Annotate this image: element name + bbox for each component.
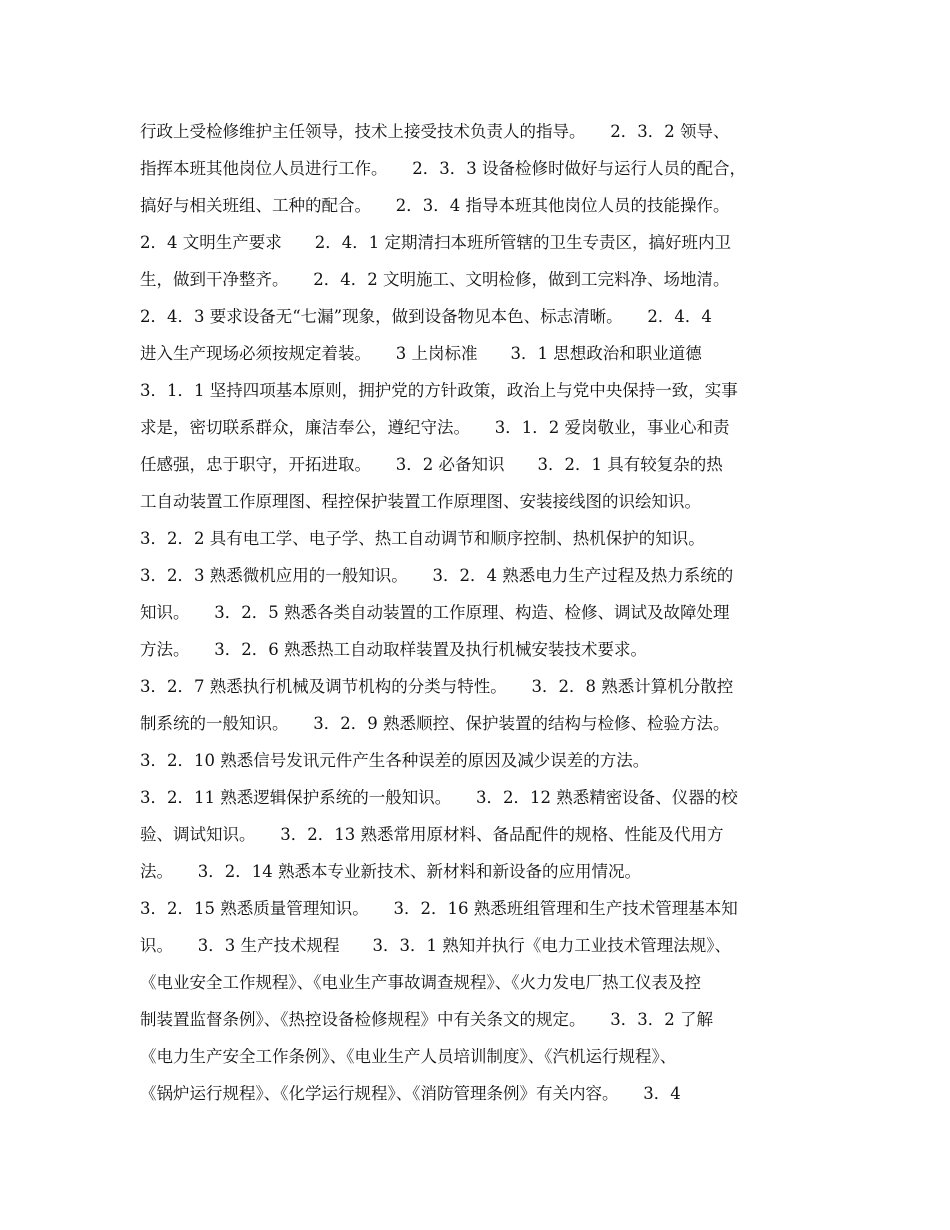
- text-line: 制装置监督条例》、《热控设备检修规程》中有关条文的规定。 3．3．2 了解: [140, 1010, 713, 1029]
- text-line: 工自动装置工作原理图、程控保护装置工作原理图、安装接线图的识绘知识。: [140, 492, 701, 511]
- text-line: 生，做到干净整齐。 2．4．2 文明施工、文明检修，做到工完料净、场地清。: [140, 270, 730, 289]
- text-line: 任感强，忠于职守，开拓进取。 3．2 必备知识 3．2．1 具有较复杂的热: [140, 455, 723, 474]
- text-line: 3．2．11 熟悉逻辑保护系统的一般知识。 3．2．12 熟悉精密设备、仪器的校: [140, 788, 738, 807]
- text-line: 《电力生产安全工作条例》、《电业生产人员培训制度》、《汽机运行规程》、: [140, 1047, 677, 1066]
- text-line: 求是，密切联系群众，廉洁奉公，遵纪守法。 3．1．2 爱岗敬业，事业心和责: [140, 418, 730, 437]
- text-line: 3．2．10 熟悉信号发讯元件产生各种误差的原因及减少误差的方法。: [140, 751, 650, 770]
- text-line: 指挥本班其他岗位人员进行工作。 2．3．3 设备检修时做好与运行人员的配合，: [140, 159, 746, 178]
- text-line: 知识。 3．2．5 熟悉各类自动装置的工作原理、构造、检修、调试及故障处理: [140, 603, 730, 622]
- body-text: [140, 113, 830, 1112]
- text-line: 行政上受检修维护主任领导，技术上接受技术负责人的指导。 2．3．2 领导、: [140, 122, 730, 141]
- text-line: 《电业安全工作规程》、《电业生产事故调查规程》、《火力发电厂热工仪表及控: [140, 973, 701, 992]
- text-line: 验、调试知识。 3．2．13 熟悉常用原材料、备品配件的规格、性能及代用方: [140, 825, 724, 844]
- text-line: 3．2．3 熟悉微机应用的一般知识。 3．2．4 熟悉电力生产过程及热力系统的: [140, 566, 734, 585]
- text-line: 《锅炉运行规程》、《化学运行规程》、《消防管理条例》有关内容。 3．4: [140, 1084, 681, 1103]
- text-line: 进入生产现场必须按规定着装。 3 上岗标准 3．1 思想政治和职业道德: [140, 344, 702, 363]
- text-line: 2．4．3 要求设备无“七漏”现象，做到设备物见本色、标志清晰。 2．4．4: [140, 307, 712, 326]
- text-line: 2．4 文明生产要求 2．4．1 定期清扫本班所管辖的卫生专责区，搞好班内卫: [140, 233, 731, 252]
- text-line: 3．1．1 坚持四项基本原则，拥护党的方针政策，政治上与党中央保持一致，实事: [140, 381, 738, 400]
- text-line: 法。 3．2．14 熟悉本专业新技术、新材料和新设备的应用情况。: [140, 862, 641, 881]
- text-line: 3．2．15 熟悉质量管理知识。 3．2．16 熟悉班组管理和生产技术管理基本知: [140, 899, 738, 918]
- text-line: 方法。 3．2．6 熟悉热工自动取样装置及执行机械安装技术要求。: [140, 640, 647, 659]
- text-line: 识。 3．3 生产技术规程 3．3．1 熟知并执行《电力工业技术管理法规》、: [140, 936, 731, 955]
- text-line: 3．2．7 熟悉执行机械及调节机构的分类与特性。 3．2．8 熟悉计算机分散控: [140, 677, 734, 696]
- text-line: 制系统的一般知识。 3．2．9 熟悉顺控、保护装置的结构与检修、检验方法。: [140, 714, 730, 733]
- text-line: 3．2．2 具有电工学、电子学、热工自动调节和顺序控制、热机保护的知识。: [140, 529, 705, 548]
- text-line: 搞好与相关班组、工种的配合。 2．3．4 指导本班其他岗位人员的技能操作。: [140, 196, 730, 215]
